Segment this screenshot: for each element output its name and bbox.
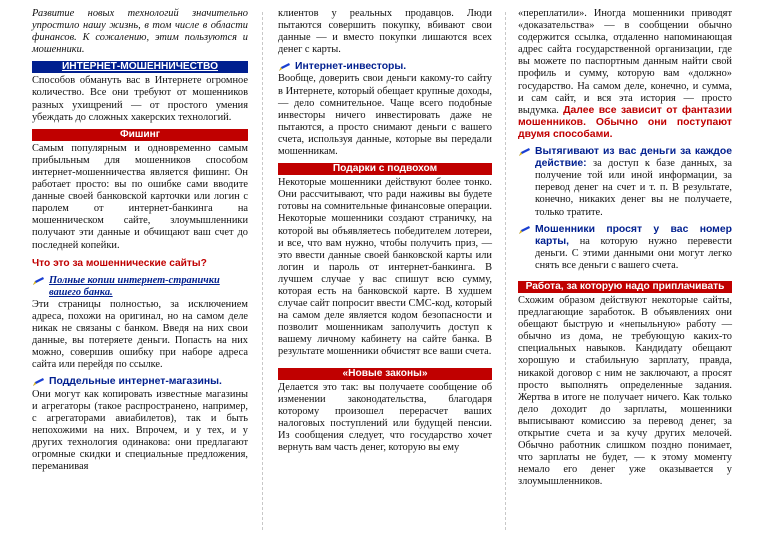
pencil-bullet-icon (32, 276, 45, 286)
list-item-steal (518, 146, 732, 219)
pencil-bullet-icon (32, 377, 45, 387)
column-3 (518, 8, 732, 488)
card-heading: Мошенники просят у вас номер карты, (535, 223, 732, 247)
pencil-bullet-icon (518, 147, 531, 157)
column-divider-1 (262, 12, 263, 530)
card-text: на которую нужно перевести деньги. С этими данными они могут легко снять все деньги с вашего счета. (535, 235, 732, 271)
phishing-text: Самым популярным и одновременно самым прибыльным для мошенников способом интернет-мошенничества является фишинг. Он работает просто: вы по ошибке сами вводите данные своей банковской карточки или логин с паролем от интернет-банкинга на мошенническом сайте, злоумышленники получают эти данные и обчищают ваш счет до последней копейки. (32, 142, 248, 251)
steal-heading: Вытягивают из вас деньги за каждое действие: (535, 146, 732, 170)
list-item-card (518, 224, 732, 272)
fake-shops-heading: Поддельные интернет-магазины. (49, 376, 222, 388)
intro-text: Развитие новых технологий значительно упростило нашу жизнь, в том числе в области финансов. К сожалению, этим пользуются и мошенники. (32, 8, 248, 56)
column-2 (278, 8, 492, 454)
investors-text: Вообще, доверить свои деньги какому-то сайту в Интернете, который обещает крупные доходы, — дело сомнительное. Чаще всего подобные инвесторы ничего инвестировать даже не пытаются, а просто снимают деньги с вашего счета, используя данные, которые вы передали мошенникам. (278, 73, 492, 158)
column-divider-2 (505, 12, 506, 530)
steal-text: за доступ к базе данных, за получение той или иной информации, за перевод денег на счет и т. п. В результате, конечно, никаких денег вы не получаете, только тратите. (535, 158, 732, 218)
continued-text: клиентов у реальных продавцов. Люди пытаются совершить покупку, вбивают свои данные — и вместо покупки лишаются всех денег с карты. (278, 8, 492, 56)
section-text-internet-fraud: Способов обмануть вас в Интернете огромное количество. Все они требуют от мошенников разных ухищрений — от простого умения убеждать до сложных хакерских технологий. (32, 75, 248, 123)
continued-text-3 (518, 8, 732, 141)
continued-text-plain: «переплатили». Иногда мошенники приводят «доказательства» — в сообщении обычно содержится ссылка, отдаленно напоминающая адрес сайта государственной организации, где вы можете по паспортным данным найти свой профиль и сумму, которую вам «должно» государство. На самом деле, конечно, и сумма, и сам сайт, и вся эта история — просто выдумка. (518, 8, 732, 116)
section-title-new-laws: «Новые законы» (278, 368, 492, 380)
fake-shops-text: Они могут как копировать известные магазины и агрегаторы (такое распространено, например, с агрегаторами авиабилетов), так и быть непохожими на них. Впрочем, и у тех, и у других технология одинакова: они предлагают огромные скидки и специальные предложения, переманивая (32, 388, 248, 473)
fake-copies-text: Эти страницы полностью, за исключением адреса, похожи на оригинал, но на самом деле никак не связаны с банком. Введя на них свои данные, вы потеряете деньги. Попасть на них можно, совершив ошибку при наборе адреса сайта или перейдя по ссылке. (32, 298, 248, 371)
pencil-bullet-icon (278, 62, 291, 72)
question-heading: Что это за мошеннические сайты? (32, 257, 207, 269)
list-item-fake-copies (32, 275, 248, 299)
continued-text-highlight: Далее все зависит от фантазии мошенников. Обычно они поступают двумя способами. (518, 104, 732, 140)
job-text: Схожим образом действуют некоторые сайты, предлагающие заработок. В объявлениях они обещают быструю и «непыльную» работу — обычно из дома, не требующую каких-то специальных навыков. Кандидату обещают хорошую и стабильную зарплату, правда, никакой договор с ним не заключают, а просят просто выполнять определенные задания. Жертва в итоге не получает ничего. Как только дело доходит до зарплаты, мошенники выписывают комиссию за перевод денег, за открытие счета и за кучу других мелочей. Обычно работник слишком поздно понимает, что зарплаты не будет, — к этому моменту немало его денег уже оказывается у злоумышленников. (518, 294, 732, 488)
section-title-paid-job: Работа, за которую надо приплачивать (518, 281, 732, 293)
laws-text: Делается это так: вы получаете сообщение об изменении законодательства, благодаря которому произошел перерасчет ваших налоговых поступлений или будущей пенсии. Из сообщения следует, что государство хочет вернуть вам часть денег, которую вы ему (278, 381, 492, 453)
section-title-phishing: Фишинг (32, 129, 248, 141)
section-title-gifts: Подарки с подвохом (278, 163, 492, 175)
pencil-bullet-icon (518, 225, 531, 235)
gifts-text: Некоторые мошенники действуют более тонко. Они рассчитывают, что ради наживы вы будете готовы на сомнительные финансовые операции. Некоторые мошенники создают страничку, на которой вы объявляетесь победителем лотереи, и все, что вам нужно, чтобы получить приз, — это ввести данные своей банковской карты или логин и пароль от интернет-банкинга. В лучшем случае у вас спишут всю сумму, которая есть на банковской карте. В худшем случае сайт попросит ввести СМС-код, который на самом деле является кодом безопасности и позволит мошенникам заполучить доступ к вашему личному кабинету на сайте банка. В результате мошенники обчистят все ваши счета. (278, 177, 492, 358)
column-1 (32, 8, 248, 473)
fake-copies-heading: Полные копии интернет-странички вашего банка. (49, 274, 220, 298)
investors-heading: Интернет-инвесторы. (295, 61, 407, 73)
section-title-internet-fraud: ИНТЕРНЕТ-МОШЕННИЧЕСТВО (32, 61, 248, 73)
list-item-fake-shops (32, 376, 248, 388)
list-item-investors (278, 61, 492, 73)
